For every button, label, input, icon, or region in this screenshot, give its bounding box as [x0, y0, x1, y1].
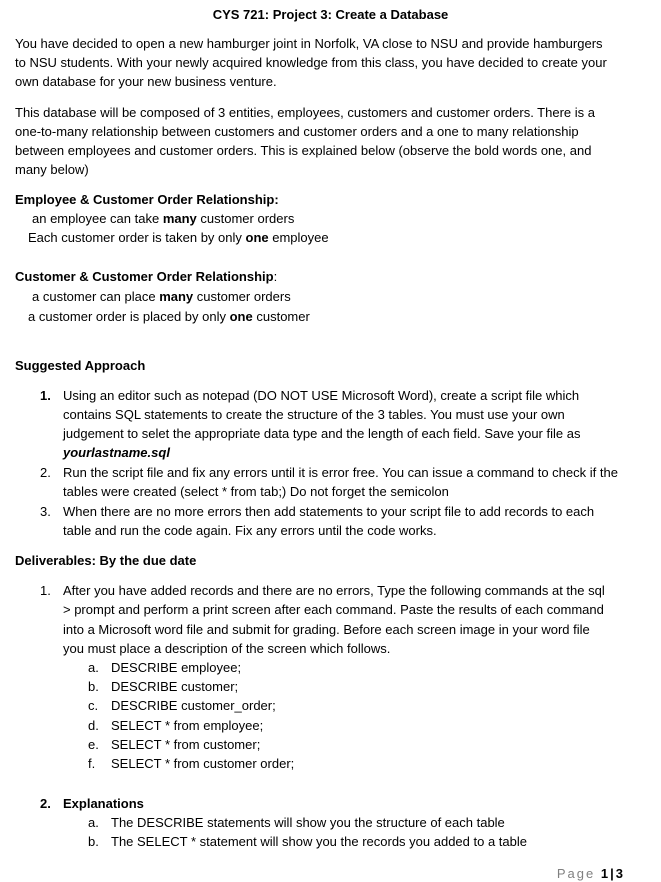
rel2-heading: [15, 267, 277, 286]
intro-p2-line-3: between employees and customer orders. This is explained below (observe the bold words one, and: [15, 143, 592, 158]
rel2-l2-bold: one: [229, 309, 253, 324]
deliverables-item-1-line-4: you must place a description of the screen which follows.: [63, 641, 391, 656]
deliverables-sub-c-letter: c.: [88, 698, 99, 713]
rel2-l1-bold: many: [159, 289, 194, 304]
approach-item-1-number: 1.: [40, 388, 51, 403]
deliverables-sub-f-letter: f.: [88, 756, 96, 771]
rel1-line-1: [32, 209, 294, 228]
deliverables-item-1-line-2: > prompt and perform a print screen after each command. Paste the results of each command: [63, 602, 604, 617]
page-title: CYS 721: Project 3: Create a Database: [212, 7, 449, 22]
rel1-l1-pre: an employee can take: [32, 211, 163, 226]
intro-p1-line-1: You have decided to open a new hamburger joint in Norfolk, VA close to NSU and provide hamburgers: [15, 36, 603, 51]
rel2-l1-pre: a customer can place: [32, 289, 160, 304]
rel1-l2-pre: Each customer order is taken by only: [28, 230, 246, 245]
rel1-l1-bold: many: [162, 211, 197, 226]
intro-p1-line-3: own database for your new business venture.: [15, 74, 277, 89]
deliverables-sub-c-text: DESCRIBE customer_order;: [111, 698, 276, 713]
footer-page-number: 1: [600, 866, 609, 881]
footer-page-total: 3: [615, 866, 623, 881]
rel1-l2-post: employee: [268, 230, 329, 245]
rel2-l2-post: customer: [252, 309, 310, 324]
intro-p2-line-1: This database will be composed of 3 entities, employees, customers and customer orders. There is a: [15, 105, 595, 120]
deliverables-sub-a-letter: a.: [88, 660, 99, 675]
deliverables-sub-f-text: SELECT * from customer order;: [111, 756, 295, 771]
deliverables-sub-a-text: DESCRIBE employee;: [111, 660, 242, 675]
deliverables-heading: Deliverables: By the due date: [15, 553, 197, 568]
deliverables-item-1-line-3: into a Microsoft word file and submit for grading. Before each screen image in your word file: [63, 622, 590, 637]
approach-item-2-line-1: Run the script file and fix any errors until it is error free. You can issue a command to check if the: [63, 465, 618, 480]
deliverables-sub-d-letter: d.: [88, 718, 99, 733]
explanations-sub-a-text: The DESCRIBE statements will show you the structure of each table: [111, 815, 505, 830]
rel1-heading: Employee & Customer Order Relationship:: [15, 192, 279, 207]
rel2-heading-text: Customer & Customer Order Relationship: [15, 269, 274, 284]
deliverables-item-2-heading: Explanations: [63, 796, 144, 811]
deliverables-sub-e-letter: e.: [88, 737, 99, 752]
explanations-sub-b-text: The SELECT * statement will show you the records you added to a table: [111, 834, 527, 849]
deliverables-sub-b-text: DESCRIBE customer;: [111, 679, 239, 694]
deliverables-item-1-number: 1.: [40, 583, 51, 598]
explanations-sub-a-letter: a.: [88, 815, 99, 830]
deliverables-item-1-line-1: After you have added records and there are no errors, Type the following commands at the sql: [63, 583, 605, 598]
approach-item-3-line-1: When there are no more errors then add statements to your script file to add records to each: [63, 504, 595, 519]
page-footer: [557, 866, 623, 881]
intro-p2-line-4: many below): [15, 162, 89, 177]
footer-page-label: Page: [556, 866, 596, 881]
deliverables-sub-d-text: SELECT * from employee;: [111, 718, 264, 733]
rel2-l1-post: customer orders: [193, 289, 291, 304]
rel1-l2-bold: one: [245, 230, 269, 245]
approach-item-3-line-2: table and run the code again. Fix any errors until the code works.: [63, 523, 437, 538]
rel2-line-2: [28, 307, 310, 326]
approach-heading: Suggested Approach: [15, 358, 146, 373]
deliverables-sub-b-letter: b.: [88, 679, 99, 694]
explanations-sub-b-letter: b.: [88, 834, 99, 849]
approach-item-1-line-1: Using an editor such as notepad (DO NOT USE Microsoft Word), create a script file which: [63, 388, 580, 403]
rel2-line-1: [32, 287, 291, 306]
deliverables-sub-e-text: SELECT * from customer;: [111, 737, 261, 752]
approach-item-1-filename: yourlastname.sql: [63, 445, 170, 460]
approach-item-3-number: 3.: [40, 504, 51, 519]
deliverables-item-2-number: 2.: [40, 796, 51, 811]
rel1-line-2: [28, 228, 329, 247]
rel2-l2-pre: a customer order is placed by only: [28, 309, 230, 324]
intro-p1-line-2: to NSU students. With your newly acquired knowledge from this class, you have decided to create your: [15, 55, 607, 70]
approach-item-2-number: 2.: [40, 465, 51, 480]
rel2-heading-colon: :: [273, 269, 278, 284]
approach-item-2-line-2: tables were created (select * from tab;) Do not forget the semicolon: [63, 484, 449, 499]
intro-p2-line-2: one-to-many relationship between customers and customer orders and a one to many relationship: [15, 124, 579, 139]
approach-item-1-line-3: judgement to selet the appropriate data type and the length of each field. Save your file as: [63, 426, 581, 441]
approach-item-1-line-2: contains SQL statements to create the structure of the 3 tables. You must use your own: [63, 407, 565, 422]
footer-separator: |: [610, 866, 614, 881]
rel1-l1-post: customer orders: [196, 211, 295, 226]
